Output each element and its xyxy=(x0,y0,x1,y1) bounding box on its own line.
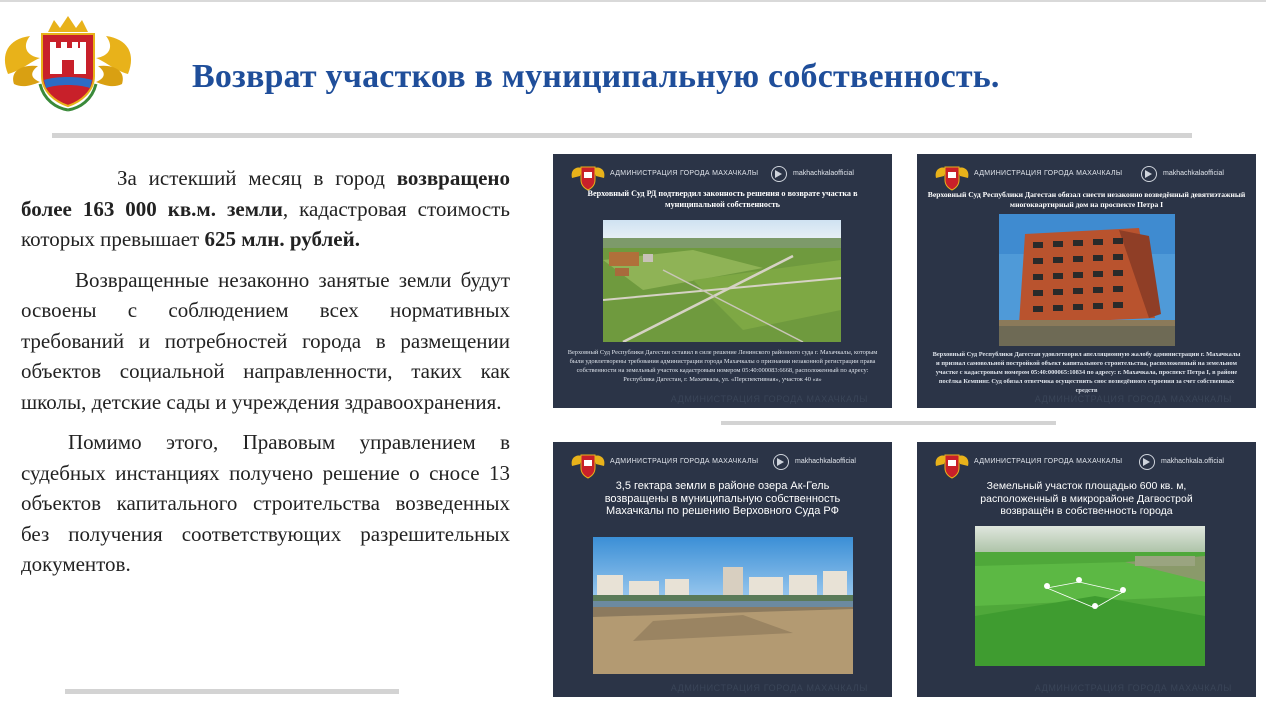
telegram-icon xyxy=(773,454,789,470)
card-handle: makhachkalaofficial xyxy=(1163,170,1224,177)
telegram-icon xyxy=(1141,166,1157,182)
title-divider xyxy=(52,133,1192,138)
telegram-icon xyxy=(1139,454,1155,470)
paragraph-3: Помимо этого, Правовым управлением в судебных инстанциях получено решение о сносе 13 объектов капитального строительства возведенных без получения соответствующих разрешительных документов. xyxy=(21,430,510,576)
lake-shore-photo xyxy=(593,537,853,674)
card-watermark: АДМИНИСТРАЦИЯ ГОРОДА МАХАЧКАЛЫ xyxy=(670,394,868,404)
p1-text-b: , кадастровая стоимость которых превышает xyxy=(21,196,511,251)
news-card-dagvostroy-plot[interactable] xyxy=(917,442,1256,697)
p1-text-a: За истекший месяц в город xyxy=(117,166,397,190)
slide-title: Возврат участков в муниципальную собственность. xyxy=(192,58,1000,95)
card-headline: Верховный Суд РД подтвердил законность решения о возврате участка в муниципальной собственность xyxy=(587,189,858,209)
body-text xyxy=(21,163,510,590)
bottom-divider xyxy=(65,689,399,694)
p1-bold-value: 625 млн. рублей. xyxy=(204,227,360,251)
card-handle: makhachkalaofficial xyxy=(793,170,854,177)
aerial-green-field-photo xyxy=(975,526,1205,666)
top-border xyxy=(0,0,1266,2)
telegram-icon xyxy=(771,166,787,182)
card-admin-label: АДМИНИСТРАЦИЯ ГОРОДА МАХАЧКАЛЫ xyxy=(610,170,759,177)
city-coat-of-arms-icon xyxy=(934,162,970,192)
card-admin-label: АДМИНИСТРАЦИЯ ГОРОДА МАХАЧКАЛЫ xyxy=(974,170,1123,177)
card-handle: makhachkalaofficial xyxy=(795,458,856,465)
city-coat-of-arms-icon xyxy=(570,450,606,480)
card-admin-label: АДМИНИСТРАЦИЯ ГОРОДА МАХАЧКАЛЫ xyxy=(610,458,759,465)
building-photo xyxy=(999,214,1175,346)
paragraph-2: Возвращенные незаконно занятые земли будут освоены с соблюдением всех нормативных требований и потребностей города в размещении объектов социальной направленности, таких как школы, детские сады и учреждения здравоохранения. xyxy=(21,267,510,414)
coat-of-arms-logo xyxy=(0,14,136,112)
news-card-ak-gel-lake[interactable] xyxy=(553,442,892,697)
aerial-field-photo xyxy=(603,220,841,342)
news-card-supreme-court-plot[interactable] xyxy=(553,154,892,408)
city-coat-of-arms-icon xyxy=(934,450,970,480)
p1-bold-area: возвращено более 163 000 кв.м. земли xyxy=(21,166,510,221)
card-headline: Верховный Суд Республики Дагестан обязал снести незаконно возведённый девятиэтажный многоквартирный дом на проспекте Петра I xyxy=(927,190,1246,209)
card-watermark: АДМИНИСТРАЦИЯ ГОРОДА МАХАЧКАЛЫ xyxy=(670,683,868,693)
card-admin-label: АДМИНИСТРАЦИЯ ГОРОДА МАХАЧКАЛЫ xyxy=(974,458,1123,465)
cards-divider xyxy=(721,421,1056,425)
paragraph-1 xyxy=(21,163,510,255)
card-body-text: Верховный Суд Республики Дагестан удовлетворил апелляционную жалобу администрации г. Махачкалы и признал самовольной постройкой объект капитального строительства, расположенный на земельном участке с кадастровым номером 05:40:000065:10834 по адресу: г. Махачкала, проспект Петра I, в районе посёлка Кемпинг. Суд обязал ответчика осуществить снос возведённого строения за счет собственных средств xyxy=(932,351,1241,394)
card-body-text: Верховный Суд Республики Дагестан оставил в силе решение Ленинского районного суда г. Махачкалы, которым были удовлетворены требования администрации города Махачкалы о признании незаконной регистрации права собственности на земельный участок кадастровым номером 05:40:000083:6668, расположенный по адресу: Республика Дагестан, г. Махачкала, ул. «Перспективная», участок 40 «а» xyxy=(567,349,878,383)
card-headline: 3,5 гектара земли в районе озера Ак-Гель возвращены в муниципальную собственность Махачкалы по решению Верховного Суда РФ xyxy=(604,480,841,517)
news-card-demolition-building[interactable] xyxy=(917,154,1256,408)
card-watermark: АДМИНИСТРАЦИЯ ГОРОДА МАХАЧКАЛЫ xyxy=(1034,394,1232,404)
card-headline: Земельный участок площадью 600 кв. м, расположенный в микрорайоне Дагвострой возвращён в собственность города xyxy=(980,480,1193,517)
card-handle: makhachkala.official xyxy=(1161,458,1224,465)
card-watermark: АДМИНИСТРАЦИЯ ГОРОДА МАХАЧКАЛЫ xyxy=(1034,683,1232,693)
